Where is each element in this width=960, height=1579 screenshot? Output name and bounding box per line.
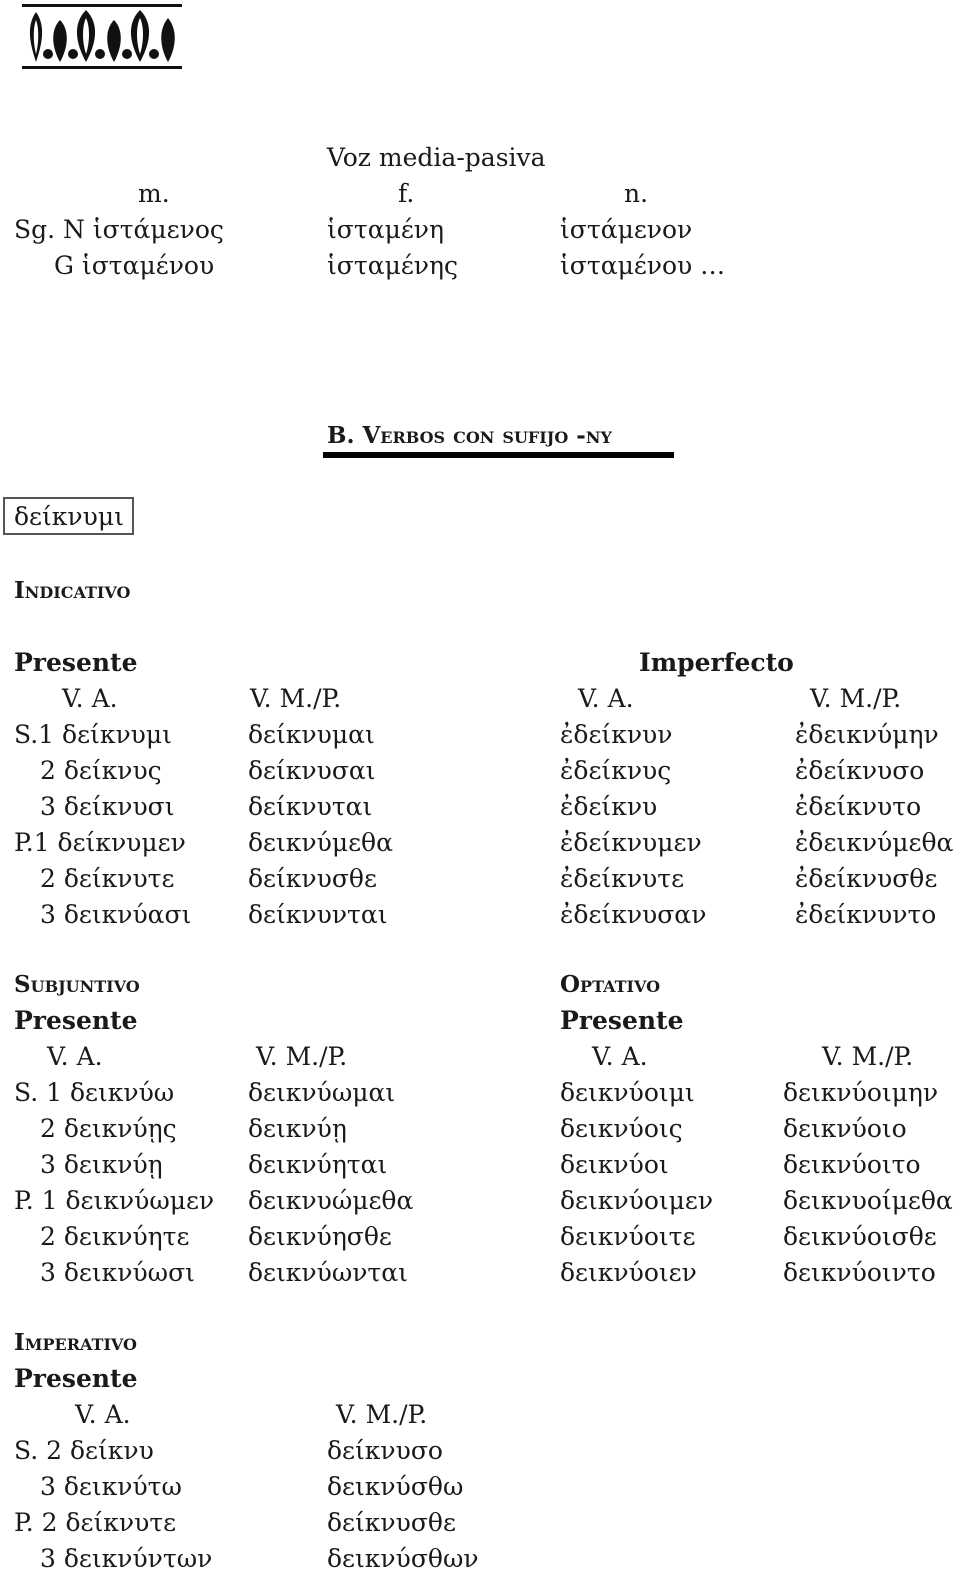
voice-heading: Voz media-pasiva	[327, 143, 546, 172]
subjunctive-cell: δεικνυώμεθα	[248, 1186, 414, 1215]
participle-cell: ἱστάμενον	[560, 215, 693, 244]
indicative-cell: δεικνύμεθα	[248, 828, 393, 857]
indicative-cell: ἐδείκνυν	[560, 720, 673, 749]
participle-cell: ἱσταμένη	[327, 215, 444, 244]
optative-cell: δεικνύοιτο	[783, 1150, 921, 1179]
participle-cell: Sg. N ἱστάμενος	[14, 215, 224, 244]
voice-label: V. M./P.	[822, 1042, 914, 1071]
indicative-cell: δείκνυμαι	[248, 720, 375, 749]
indicative-cell: ἐδεικνύμεθα	[795, 828, 954, 857]
imperative-cell: δεικνύσθων	[327, 1544, 479, 1573]
participle-cell: G ἱσταμένου	[54, 251, 215, 280]
mood-subjunctive: Subjuntivo	[14, 971, 140, 998]
mood-imperative: Imperativo	[14, 1329, 137, 1356]
voice-label: V. M./P.	[336, 1400, 428, 1429]
imperative-cell: 3 δεικνύντων	[40, 1544, 213, 1573]
optative-cell: δεικνύοιμι	[560, 1078, 695, 1107]
subjunctive-cell: 2 δεικνύητε	[40, 1222, 190, 1251]
mood-optative: Optativo	[560, 971, 661, 998]
voice-label: V. A.	[47, 1042, 103, 1071]
heading-underline	[323, 452, 674, 458]
indicative-cell: ἐδείκνυσαν	[560, 900, 707, 929]
subjunctive-cell: P. 1 δεικνύωμεν	[14, 1186, 215, 1215]
subjunctive-cell: δεικνύῃ	[248, 1114, 347, 1143]
indicative-cell: S.1 δείκνυμι	[14, 720, 172, 749]
verb-lemma: δείκνυμι	[14, 502, 124, 531]
indicative-cell: 3 δεικνύασι	[40, 900, 192, 929]
imperative-cell: δεικνύσθω	[327, 1472, 464, 1501]
voice-label: V. A.	[578, 684, 634, 713]
participle-cell: ἱσταμένης	[327, 251, 458, 280]
optative-cell: δεικνύοισθε	[783, 1222, 937, 1251]
optative-cell: δεικνύοιμεν	[560, 1186, 714, 1215]
subjunctive-cell: 3 δεικνύῃ	[40, 1150, 163, 1179]
imperative-cell: δείκνυσο	[327, 1436, 443, 1465]
optative-cell: δεικνύοι	[560, 1150, 669, 1179]
voice-label: V. A.	[592, 1042, 648, 1071]
optative-cell: δεικνύοιτε	[560, 1222, 696, 1251]
subjunctive-cell: δεικνύηται	[248, 1150, 388, 1179]
subjunctive-cell: δεικνύησθε	[248, 1222, 392, 1251]
participle-cell: ἱσταμένου …	[560, 251, 726, 280]
subjunctive-cell: δεικνύωνται	[248, 1258, 408, 1287]
indicative-cell: ἐδείκνυ	[560, 792, 658, 821]
voice-label: V. M./P.	[256, 1042, 348, 1071]
indicative-cell: P.1 δείκνυμεν	[14, 828, 186, 857]
indicative-cell: δείκνυσθε	[248, 864, 377, 893]
optative-cell: δεικνύοιμην	[783, 1078, 939, 1107]
voice-label: V. M./P.	[810, 684, 902, 713]
gender-masculine: m.	[138, 179, 170, 208]
indicative-cell: ἐδείκνυτε	[560, 864, 685, 893]
indicative-cell: ἐδείκνυντο	[795, 900, 937, 929]
tense-presente: Presente	[14, 1006, 138, 1035]
optative-cell: δεικνύοιντο	[783, 1258, 936, 1287]
mood-indicative: Indicativo	[14, 577, 131, 604]
section-heading: B. Verbos con sufijo -νυ	[327, 422, 612, 449]
indicative-cell: ἐδείκνυς	[560, 756, 672, 785]
optative-cell: δεικνυοίμεθα	[783, 1186, 953, 1215]
imperative-cell: S. 2 δείκνυ	[14, 1436, 154, 1465]
subjunctive-cell: 3 δεικνύωσι	[40, 1258, 195, 1287]
voice-label: V. A.	[75, 1400, 131, 1429]
indicative-cell: ἐδείκνυσο	[795, 756, 925, 785]
gender-neuter: n.	[624, 179, 649, 208]
indicative-cell: 3 δείκνυσι	[40, 792, 175, 821]
optative-cell: δεικνύοιο	[783, 1114, 907, 1143]
tense-presente: Presente	[560, 1006, 684, 1035]
indicative-cell: ἐδείκνυσθε	[795, 864, 938, 893]
imperative-cell: 3 δεικνύτω	[40, 1472, 182, 1501]
tense-imperfecto: Imperfecto	[639, 648, 794, 677]
subjunctive-cell: δεικνύωμαι	[248, 1078, 396, 1107]
optative-cell: δεικνύοιεν	[560, 1258, 697, 1287]
subjunctive-cell: S. 1 δεικνύω	[14, 1078, 175, 1107]
indicative-cell: ἐδεικνύμην	[795, 720, 939, 749]
indicative-cell: 2 δείκνυς	[40, 756, 162, 785]
optative-cell: δεικνύοις	[560, 1114, 683, 1143]
gender-feminine: f.	[398, 179, 415, 208]
indicative-cell: ἐδείκνυμεν	[560, 828, 702, 857]
indicative-cell: δείκνυται	[248, 792, 373, 821]
indicative-cell: ἐδείκνυτο	[795, 792, 922, 821]
subjunctive-cell: 2 δεικνύῃς	[40, 1114, 177, 1143]
tense-presente: Presente	[14, 1364, 138, 1393]
imperative-cell: P. 2 δείκνυτε	[14, 1508, 177, 1537]
indicative-cell: δείκνυσαι	[248, 756, 376, 785]
voice-label: V. M./P.	[250, 684, 342, 713]
imperative-cell: δείκνυσθε	[327, 1508, 456, 1537]
anthemion-ornament-icon	[22, 4, 182, 70]
voice-label: V. A.	[62, 684, 118, 713]
tense-presente: Presente	[14, 648, 138, 677]
indicative-cell: δείκνυνται	[248, 900, 388, 929]
indicative-cell: 2 δείκνυτε	[40, 864, 175, 893]
